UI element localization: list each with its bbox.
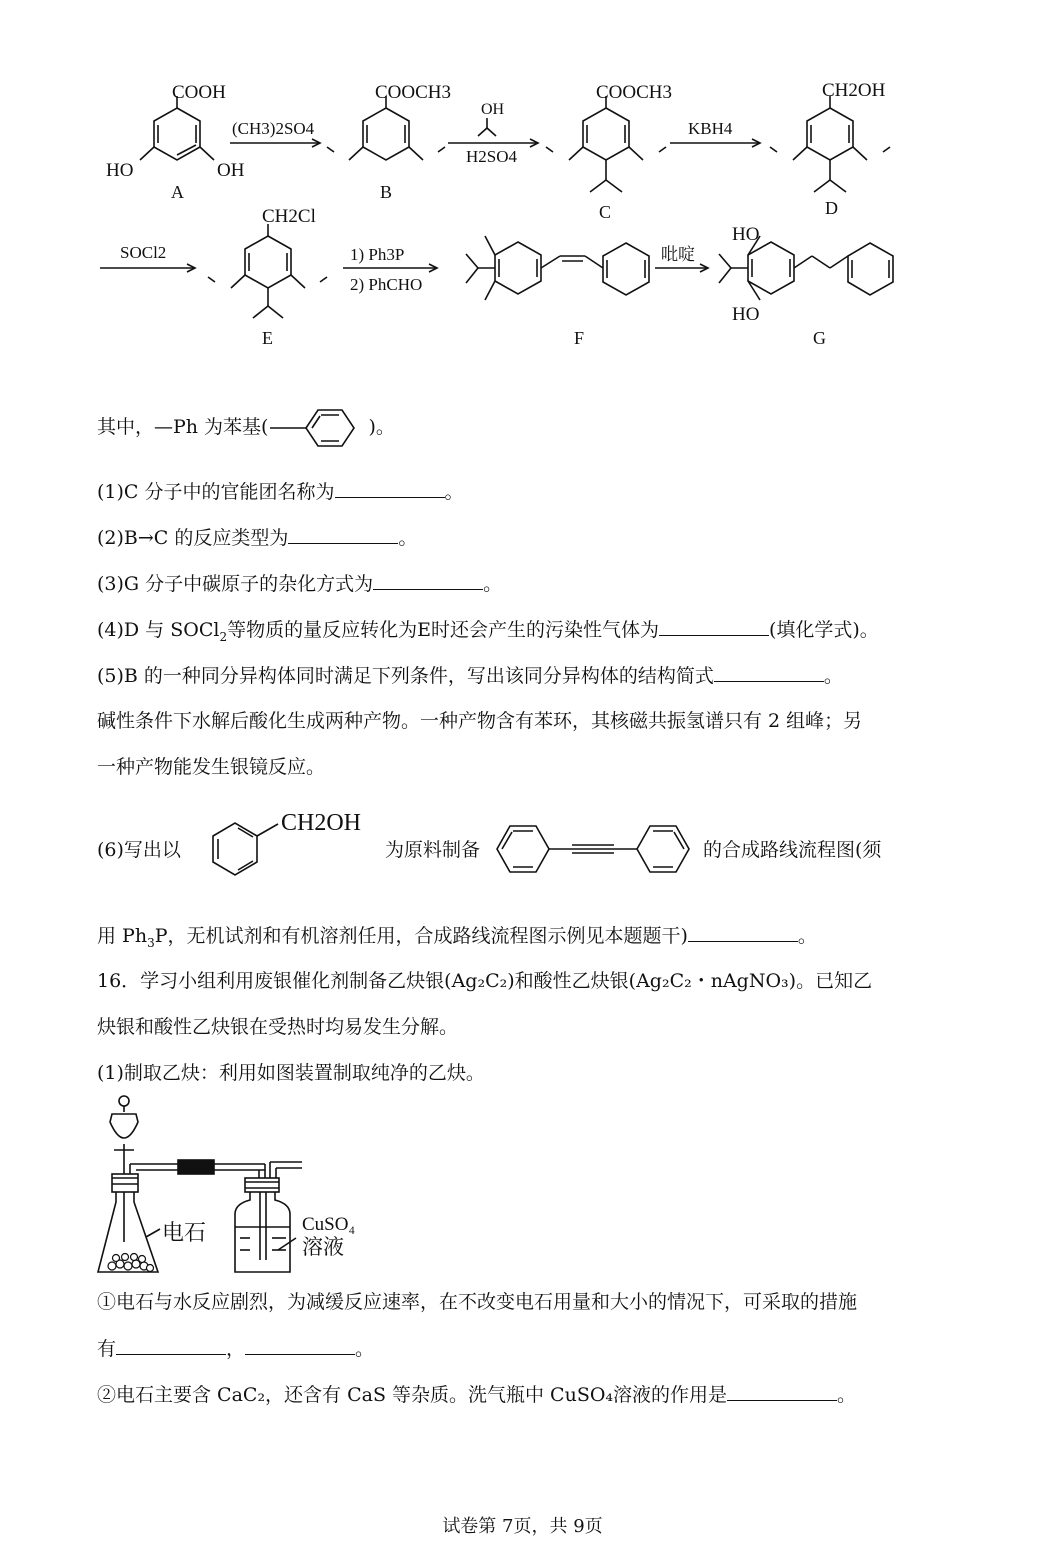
a-right: OH	[217, 160, 245, 181]
ph-note-after: )。	[368, 416, 395, 438]
phenyl-icon	[268, 408, 368, 448]
g-label: G	[813, 328, 826, 348]
g-bottom-oh: HO	[732, 304, 760, 325]
ph-note-before: 其中，—Ph 为苯基(	[97, 416, 269, 438]
diphenylacetylene-structure	[492, 816, 702, 882]
arrow2-top: OH	[481, 101, 505, 118]
q16-intro-line2: 炔银和酸性乙炔银在受热时均易发生分解。	[97, 1016, 459, 1038]
e-label: E	[262, 328, 273, 348]
arrow3-reagent: KBH4	[688, 119, 733, 138]
arrow1-reagent: (CH3)2SO4	[232, 119, 315, 138]
b-label: B	[380, 182, 393, 202]
calcium-carbide-label: 电石	[162, 1220, 207, 1245]
compound-c-structure	[546, 96, 666, 192]
synthesis-scheme	[0, 0, 1045, 380]
q16-1-1-line2: 有 ， 。	[97, 1338, 375, 1360]
answer-blank[interactable]	[116, 1336, 226, 1355]
q15-6-mid: 为原料制备	[385, 839, 481, 861]
q15-6-prefix: (6)写出以	[97, 839, 181, 861]
q15-6-line2: 用 $Ph_3P$，无机试剂和有机溶剂任用，合成路线流程图示例见本题题干) 。	[97, 925, 817, 950]
d-label: D	[825, 198, 838, 218]
q15-1: (1)C 分子中的官能团名称为 。	[97, 481, 464, 503]
f-label: F	[574, 328, 585, 348]
answer-blank[interactable]	[714, 663, 824, 682]
answer-blank[interactable]	[659, 617, 769, 636]
answer-blank[interactable]	[335, 479, 445, 498]
compound-g-structure	[719, 236, 893, 300]
arrow6-reagent: 吡啶	[661, 245, 695, 264]
q15-3: (3)G 分子中碳原子的杂化方式为 。	[97, 573, 503, 595]
solution-label: 溶液	[302, 1235, 344, 1259]
q15-5-condition-line2: 一种产物能发生银镜反应。	[97, 756, 326, 778]
benzyl-ch2oh: CH2OH	[281, 810, 362, 836]
page-footer: 试卷第 7页，共 9页	[442, 1516, 603, 1537]
cuso4-label: CuSO₄	[302, 1214, 356, 1235]
compound-f-structure	[466, 236, 649, 300]
arrow2-bottom: H2SO4	[466, 147, 518, 166]
q15-5-condition-line1: 碱性条件下水解后酸化生成两种产物。一种产物含有苯环，其核磁共振氢谱只有 2 组峰；另	[97, 710, 863, 732]
compound-b-structure	[327, 96, 445, 160]
q15-6-suffix: 的合成路线流程图(须	[703, 839, 882, 861]
isopropanol-structure	[478, 118, 496, 136]
a-label: A	[171, 182, 184, 202]
c-label: C	[599, 202, 612, 222]
q16-1-1-line1: ①电石与水反应剧烈，为减缓反应速率，在不改变电石用量和大小的情况下，可采取的措施	[97, 1291, 858, 1313]
answer-blank[interactable]	[373, 571, 483, 590]
q15-2: (2)B→C 的反应类型为 。	[97, 527, 418, 549]
c-top: COOCH3	[596, 82, 673, 103]
e-top: CH2Cl	[262, 206, 316, 227]
acetylene-apparatus-diagram	[90, 1092, 390, 1282]
compound-d-structure	[770, 96, 890, 192]
answer-blank[interactable]	[245, 1336, 355, 1355]
q16-part1: (1)制取乙炔：利用如图装置制取纯净的乙炔。	[97, 1062, 485, 1084]
benzyl-alcohol-structure	[183, 808, 383, 898]
d-top: CH2OH	[822, 80, 886, 101]
q16-intro-line1: 16．学习小组利用废银催化剂制备乙炔银(Ag₂C₂)和酸性乙炔银(Ag₂C₂・nAgNO₃)。已知乙	[97, 970, 873, 992]
compound-e-structure	[208, 224, 327, 318]
q16-1-2: ②电石主要含 CaC₂，还含有 CaS 等杂质。洗气瓶中 CuSO₄溶液的作用是 。	[97, 1384, 857, 1406]
answer-blank[interactable]	[288, 525, 398, 544]
answer-blank[interactable]	[688, 923, 798, 942]
arrow5-step2: 2) PhCHO	[350, 275, 423, 294]
arrow5-step1: 1) Ph3P	[350, 245, 405, 264]
answer-blank[interactable]	[727, 1382, 837, 1401]
a-left: HO	[106, 160, 134, 181]
ph-note	[97, 408, 395, 448]
a-top: COOH	[172, 82, 226, 103]
q15-4: (4)D 与 SOCl$_2$等物质的量反应转化为E时还会产生的污染性气体为 (填化学式)。	[97, 619, 879, 644]
arrow4-reagent: SOCl2	[120, 243, 167, 262]
q15-5: (5)B 的一种同分异构体同时满足下列条件，写出该同分异构体的结构简式 。	[97, 665, 843, 687]
b-top: COOCH3	[375, 82, 452, 103]
compound-a-structure	[140, 96, 214, 160]
g-top-oh: HO	[732, 224, 760, 245]
